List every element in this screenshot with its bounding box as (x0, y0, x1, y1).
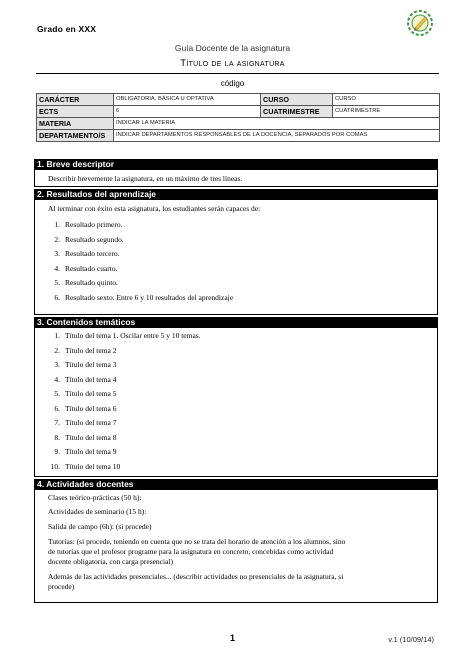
list-item-text: Título del tema 8 (65, 432, 117, 442)
tutorias-line-3: docente obligatoria, con carga presencial) (48, 557, 174, 566)
section-3-box (34, 328, 438, 477)
section-2-box (34, 200, 438, 315)
university-logo-icon (406, 9, 434, 37)
cuatrimestre-label: CUATRIMESTRE (261, 106, 333, 118)
list-item-text: Título del tema 5 (65, 389, 117, 398)
section-4-header: 4. Actividades docentes (34, 479, 438, 490)
list-item-text: Resultado primero. (65, 220, 123, 229)
list-item-text: Resultado cuarto. (65, 263, 118, 273)
list-item-number: 6. (54, 403, 60, 413)
table-row (37, 118, 440, 130)
list-item-text: Título del tema 1. Oscilar entre 5 y 10 temas. (65, 331, 201, 340)
table-row (37, 94, 440, 106)
table-row (37, 130, 440, 142)
course-title (0, 58, 465, 69)
list-item-number: 5. (54, 389, 60, 398)
non-presential-line-1: Además de las actividades presenciales... (describir actividades no presenciales de la asignatura, si (48, 572, 344, 581)
list-item-number: 1. (54, 220, 60, 229)
caracter-label: CARÁCTER (37, 94, 114, 106)
ects-label: ECTS (37, 106, 114, 118)
non-presential-line-2: procede) (48, 582, 75, 591)
curso-value: CURSO (333, 94, 440, 106)
section-1-text: Describir brevemente la asignatura, en un máximo de tres líneas. (48, 174, 243, 183)
list-item-number: 3. (54, 360, 60, 369)
course-info-table (36, 93, 440, 142)
list-item-text: Título del tema 3 (65, 360, 117, 369)
list-item-text: Título del tema 2 (65, 345, 117, 355)
list-item-number: 6. (54, 292, 60, 302)
course-title-text: Título de la asignatura (180, 58, 285, 69)
seminar-hours: Actividades de seminario (15 h): (48, 507, 147, 516)
version-label: v.1 (10/09/14) (388, 635, 434, 644)
list-item-text: Título del tema 10 (65, 461, 121, 471)
caracter-value: OBLIGATORIA, BÁSICA U OPTATIVA (114, 94, 261, 106)
tutorias-line-1: Tutorías: (si procede, teniendo en cuenta que no se trata del horario de atención a los alumnos, sino (48, 537, 346, 546)
list-item-text: Título del tema 6 (65, 403, 117, 413)
list-item-number: 8. (54, 432, 60, 442)
tutorias-line-2: de tutorías que el profesor programe para la asignatura en concreto, concebidas como actividad (48, 547, 334, 556)
list-item-number: 5. (54, 278, 60, 287)
list-item-number: 2. (54, 345, 60, 355)
list-item-text: Resultado quinto. (65, 278, 118, 287)
section-1-header: 1. Breve descriptor (34, 159, 438, 170)
list-item-text: Resultado sexto. Entre 6 y 10 resultados del aprendizaje (65, 292, 234, 302)
guide-subtitle: Guía Docente de la asignatura (174, 43, 291, 53)
title-divider (36, 73, 439, 74)
course-code: código (220, 79, 245, 88)
list-item-number: 3. (54, 249, 60, 258)
list-item-number: 10. (50, 461, 60, 471)
list-item-text: Resultado tercero. (65, 249, 120, 258)
list-item-number: 2. (54, 234, 60, 244)
list-item-text: Resultado segundo. (65, 234, 124, 244)
cuatrimestre-value: CUATRIMESTRE (333, 106, 440, 118)
list-item-text: Título del tema 7 (65, 418, 117, 427)
degree-title: Grado en XXX (37, 24, 97, 34)
section-4-box (34, 490, 438, 603)
section-1-box (34, 170, 438, 187)
departamento-label: DEPARTAMENTO/S (37, 130, 114, 142)
list-item-number: 1. (54, 331, 60, 340)
list-item-number: 7. (54, 418, 60, 427)
list-item-text: Título del tema 9 (65, 447, 117, 456)
theory-practice-hours: Clases teórico-prácticas (50 h): (48, 493, 142, 502)
table-row (37, 106, 440, 118)
list-item-number: 4. (54, 374, 60, 384)
ects-value: 6 (114, 106, 261, 118)
list-item-text: Título del tema 4 (65, 374, 117, 384)
materia-label: MATERIA (37, 118, 114, 130)
section-3-header: 3. Contenidos temáticos (34, 317, 438, 328)
section-2-intro: Al terminar con éxito esta asignatura, los estudiantes serán capaces de: (48, 204, 261, 213)
section-2-header: 2. Resultados del aprendizaje (34, 189, 438, 200)
list-item-number: 9. (54, 447, 60, 456)
curso-label: CURSO (261, 94, 333, 106)
field-trip-hours: Salida de campo (6h): (si procede) (48, 522, 152, 531)
page-number: 1 (229, 633, 235, 643)
departamento-value: INDICAR DEPARTAMENTOS RESPONSABLES DE LA DOCENCIA, SEPARADOS POR COMAS (114, 130, 440, 142)
list-item-number: 4. (54, 263, 60, 273)
materia-value: INDICAR LA MATERIA (114, 118, 440, 130)
